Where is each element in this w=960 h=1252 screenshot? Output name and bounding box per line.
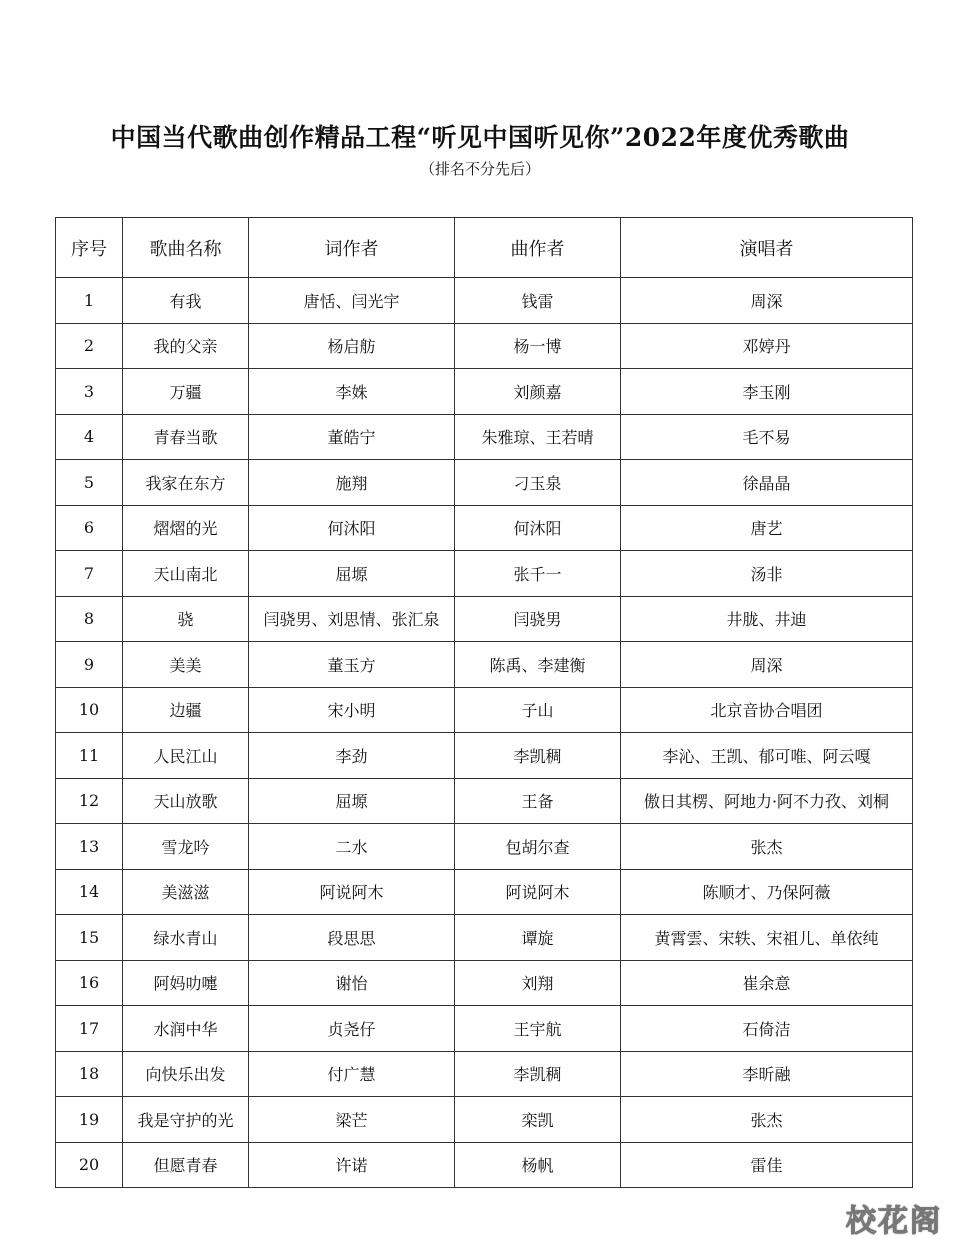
table-row (56, 596, 913, 642)
cell-composer: 李凯稠 (455, 733, 621, 779)
table-row (56, 778, 913, 824)
cell-composer: 阿说阿木 (455, 869, 621, 915)
table-header-row (56, 218, 913, 278)
cell-lyricist: 李姝 (249, 369, 455, 415)
cell-song: 人民江山 (123, 733, 249, 779)
cell-no: 3 (56, 369, 123, 415)
cell-lyricist: 段思思 (249, 915, 455, 961)
cell-composer: 闫骁男 (455, 596, 621, 642)
cell-composer: 刁玉泉 (455, 460, 621, 506)
cell-no: 13 (56, 824, 123, 870)
cell-composer: 李凯稠 (455, 1051, 621, 1097)
cell-song: 水润中华 (123, 1006, 249, 1052)
cell-lyricist: 许诺 (249, 1142, 455, 1188)
cell-composer: 何沐阳 (455, 505, 621, 551)
cell-song: 我是守护的光 (123, 1097, 249, 1143)
table-row (56, 1097, 913, 1143)
cell-song: 但愿青春 (123, 1142, 249, 1188)
cell-singer: 周深 (621, 278, 913, 324)
cell-composer: 刘翔 (455, 960, 621, 1006)
cell-singer: 李沁、王凯、郁可唯、阿云嘎 (621, 733, 913, 779)
cell-song: 天山放歌 (123, 778, 249, 824)
cell-singer: 张杰 (621, 1097, 913, 1143)
cell-no: 1 (56, 278, 123, 324)
table-row (56, 460, 913, 506)
cell-singer: 黄霄雲、宋轶、宋祖儿、单依纯 (621, 915, 913, 961)
cell-no: 18 (56, 1051, 123, 1097)
cell-composer: 谭旋 (455, 915, 621, 961)
cell-no: 11 (56, 733, 123, 779)
header-singer: 演唱者 (621, 218, 913, 278)
cell-singer: 石倚洁 (621, 1006, 913, 1052)
table-row (56, 551, 913, 597)
cell-song: 美美 (123, 642, 249, 688)
cell-song: 阿妈叻嚏 (123, 960, 249, 1006)
cell-lyricist: 谢怡 (249, 960, 455, 1006)
watermark: 校花阁 (846, 1204, 942, 1239)
cell-composer: 朱雅琼、王若晴 (455, 414, 621, 460)
cell-singer: 张杰 (621, 824, 913, 870)
cell-lyricist: 董玉方 (249, 642, 455, 688)
cell-singer: 雷佳 (621, 1142, 913, 1188)
table-row (56, 505, 913, 551)
cell-lyricist: 梁芒 (249, 1097, 455, 1143)
cell-lyricist: 贞尧仔 (249, 1006, 455, 1052)
cell-composer: 刘颜嘉 (455, 369, 621, 415)
cell-composer: 栾凯 (455, 1097, 621, 1143)
cell-song: 熠熠的光 (123, 505, 249, 551)
header-song: 歌曲名称 (123, 218, 249, 278)
cell-singer: 北京音协合唱团 (621, 687, 913, 733)
cell-song: 青春当歌 (123, 414, 249, 460)
table-row (56, 960, 913, 1006)
cell-no: 4 (56, 414, 123, 460)
header-no: 序号 (56, 218, 123, 278)
cell-singer: 傲日其楞、阿地力·阿不力孜、刘桐 (621, 778, 913, 824)
table-row (56, 1051, 913, 1097)
cell-no: 10 (56, 687, 123, 733)
cell-composer: 钱雷 (455, 278, 621, 324)
header-composer: 曲作者 (455, 218, 621, 278)
cell-no: 20 (56, 1142, 123, 1188)
table-row (56, 733, 913, 779)
cell-lyricist: 李劲 (249, 733, 455, 779)
cell-no: 9 (56, 642, 123, 688)
table-row (56, 1142, 913, 1188)
cell-song: 雪龙吟 (123, 824, 249, 870)
cell-composer: 王宇航 (455, 1006, 621, 1052)
cell-singer: 李玉刚 (621, 369, 913, 415)
cell-lyricist: 二水 (249, 824, 455, 870)
document-title: 中国当代歌曲创作精品工程“听见中国听见你”2022年度优秀歌曲 (110, 123, 850, 152)
table-row (56, 1006, 913, 1052)
cell-lyricist: 唐恬、闫光宇 (249, 278, 455, 324)
cell-singer: 周深 (621, 642, 913, 688)
table-row (56, 915, 913, 961)
header-lyricist: 词作者 (249, 218, 455, 278)
cell-composer: 杨一博 (455, 323, 621, 369)
cell-song: 天山南北 (123, 551, 249, 597)
cell-lyricist: 屈塬 (249, 551, 455, 597)
cell-no: 2 (56, 323, 123, 369)
document-subtitle: （排名不分先后） (419, 160, 540, 178)
cell-song: 骁 (123, 596, 249, 642)
cell-lyricist: 闫骁男、刘思情、张汇泉 (249, 596, 455, 642)
cell-no: 8 (56, 596, 123, 642)
table-body (56, 278, 913, 1188)
cell-no: 12 (56, 778, 123, 824)
table-row (56, 369, 913, 415)
cell-lyricist: 杨启舫 (249, 323, 455, 369)
cell-composer: 杨帆 (455, 1142, 621, 1188)
cell-lyricist: 阿说阿木 (249, 869, 455, 915)
cell-lyricist: 付广慧 (249, 1051, 455, 1097)
cell-song: 绿水青山 (123, 915, 249, 961)
cell-song: 万疆 (123, 369, 249, 415)
cell-no: 14 (56, 869, 123, 915)
cell-song: 向快乐出发 (123, 1051, 249, 1097)
cell-song: 美滋滋 (123, 869, 249, 915)
table-row (56, 278, 913, 324)
table-row (56, 869, 913, 915)
cell-singer: 崔余意 (621, 960, 913, 1006)
cell-singer: 唐艺 (621, 505, 913, 551)
cell-no: 5 (56, 460, 123, 506)
table-row (56, 687, 913, 733)
cell-composer: 张千一 (455, 551, 621, 597)
cell-song: 我家在东方 (123, 460, 249, 506)
cell-composer: 子山 (455, 687, 621, 733)
cell-no: 7 (56, 551, 123, 597)
table-row (56, 414, 913, 460)
cell-lyricist: 何沐阳 (249, 505, 455, 551)
cell-song: 边疆 (123, 687, 249, 733)
cell-composer: 包胡尔查 (455, 824, 621, 870)
cell-no: 16 (56, 960, 123, 1006)
cell-no: 19 (56, 1097, 123, 1143)
cell-no: 6 (56, 505, 123, 551)
cell-singer: 邓婷丹 (621, 323, 913, 369)
cell-singer: 徐晶晶 (621, 460, 913, 506)
cell-lyricist: 宋小明 (249, 687, 455, 733)
cell-no: 15 (56, 915, 123, 961)
table-row (56, 824, 913, 870)
cell-no: 17 (56, 1006, 123, 1052)
cell-song: 有我 (123, 278, 249, 324)
cell-composer: 陈禹、李建衡 (455, 642, 621, 688)
cell-singer: 李昕融 (621, 1051, 913, 1097)
cell-song: 我的父亲 (123, 323, 249, 369)
cell-singer: 陈顺才、乃保阿薇 (621, 869, 913, 915)
cell-lyricist: 董皓宁 (249, 414, 455, 460)
cell-singer: 毛不易 (621, 414, 913, 460)
cell-composer: 王备 (455, 778, 621, 824)
cell-lyricist: 屈塬 (249, 778, 455, 824)
table-row (56, 323, 913, 369)
table-row (56, 642, 913, 688)
cell-lyricist: 施翔 (249, 460, 455, 506)
cell-singer: 井胧、井迪 (621, 596, 913, 642)
cell-singer: 汤非 (621, 551, 913, 597)
songs-table (55, 217, 913, 1188)
